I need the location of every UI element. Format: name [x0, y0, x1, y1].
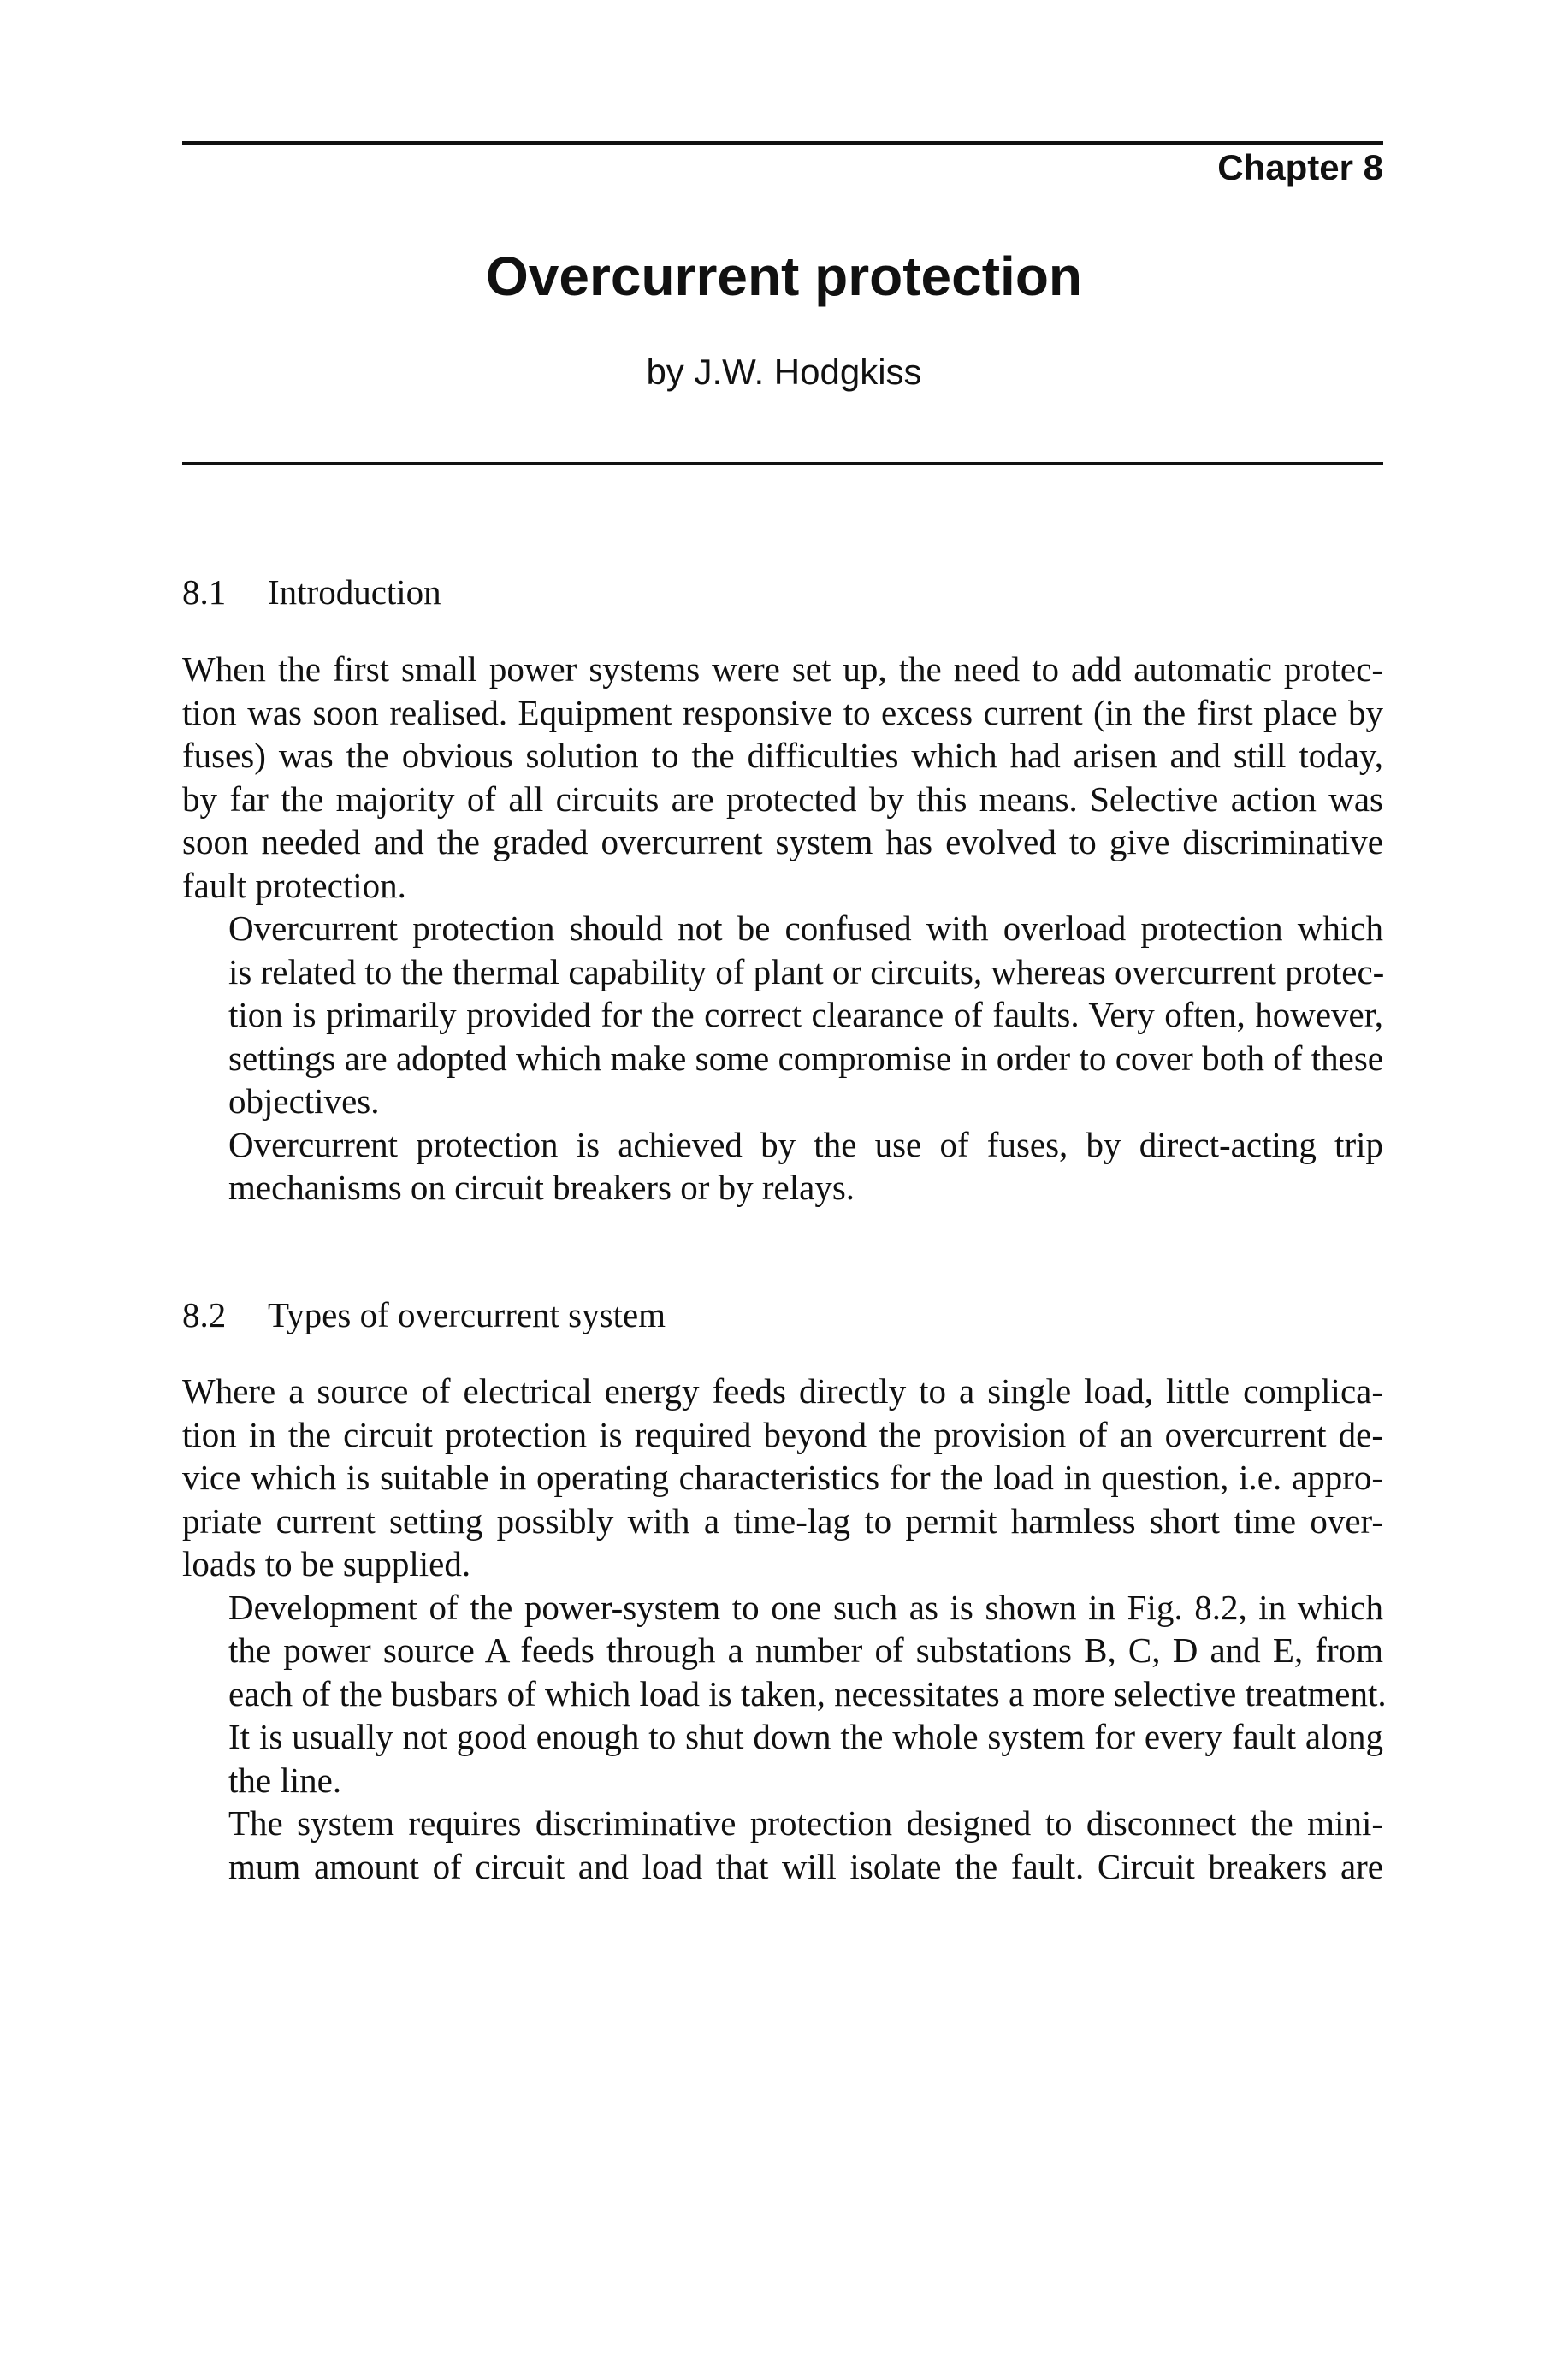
section-title: Introduction: [268, 572, 441, 612]
section-number: 8.2: [182, 1295, 227, 1334]
header-top-rule: [182, 141, 1383, 145]
text-line: mechanisms on circuit breakers or by relays.: [228, 1168, 855, 1207]
paragraph: [182, 648, 1383, 907]
section-body-introduction: [182, 648, 1383, 1210]
section-heading-types-of-overcurrent-system: [182, 1293, 666, 1337]
text-line: It is usually not good enough to shut down the whole system for every fault along: [228, 1717, 1383, 1756]
text-line: by far the majority of all circuits are protected by this means. Selective action was: [182, 778, 1383, 819]
text-line: The system requires discriminative protection designed to disconnect the mini-: [228, 1803, 1383, 1843]
text-line: priate current setting possibly with a time-lag to permit harmless short time over-: [182, 1500, 1383, 1541]
text-line: is related to the thermal capability of plant or circuits, whereas overcurrent protec-: [228, 951, 1385, 991]
paragraph: [182, 907, 1383, 1123]
section-number: 8.1: [182, 572, 227, 612]
text-line: When the first small power systems were set up, the need to add automatic protec-: [182, 649, 1383, 689]
section-heading-introduction: [182, 570, 441, 614]
paragraph: [182, 1123, 1383, 1210]
text-line: the line.: [228, 1760, 342, 1800]
chapter-author: by J.W. Hodgkiss: [646, 352, 922, 392]
text-line: Development of the power-system to one such as is shown in Fig. 8.2, in which: [228, 1587, 1383, 1627]
text-line: objectives.: [228, 1081, 380, 1121]
text-line: fuses) was the obvious solution to the difficulties which had arisen and still today,: [182, 736, 1383, 775]
text-line: mum amount of circuit and load that will isolate the fault. Circuit breakers are: [228, 1846, 1383, 1886]
text-line: Where a source of electrical energy feeds directly to a single load, little complica-: [182, 1371, 1383, 1411]
text-line: soon needed and the graded overcurrent system has evolved to give discriminative: [182, 822, 1383, 861]
chapter-title: Overcurrent protection: [485, 246, 1083, 307]
text-line: tion was soon realised. Equipment responsive to excess current (in the first place by: [182, 692, 1383, 732]
text-line: Overcurrent protection should not be confused with overload protection which: [228, 908, 1383, 948]
paragraph: [182, 1370, 1383, 1586]
chapter-label: Chapter 8: [1217, 147, 1383, 187]
header-bottom-rule: [182, 462, 1383, 465]
paragraph: [182, 1802, 1383, 1888]
text-line: Overcurrent protection is achieved by the use of fuses, by direct-acting trip: [228, 1124, 1383, 1164]
text-line: tion is primarily provided for the correct clearance of faults. Very often, however,: [228, 995, 1383, 1034]
paragraph: [182, 1586, 1387, 1802]
text-line: tion in the circuit protection is required beyond the provision of an overcurrent de-: [182, 1414, 1383, 1454]
text-line: loads to be supplied.: [182, 1544, 471, 1583]
text-line: each of the busbars of which load is taken, necessitates a more selective treatment.: [228, 1673, 1387, 1713]
text-line: fault protection.: [182, 865, 406, 905]
section-title: Types of overcurrent system: [268, 1295, 666, 1334]
text-line: vice which is suitable in operating characteristics for the load in question, i.e. appro-: [182, 1458, 1383, 1497]
text-line: the power source A feeds through a number of substations B, C, D and E, from: [228, 1630, 1383, 1670]
text-line: settings are adopted which make some compromise in order to cover both of these: [228, 1038, 1383, 1078]
section-body-types-of-overcurrent-system: [182, 1370, 1387, 1888]
